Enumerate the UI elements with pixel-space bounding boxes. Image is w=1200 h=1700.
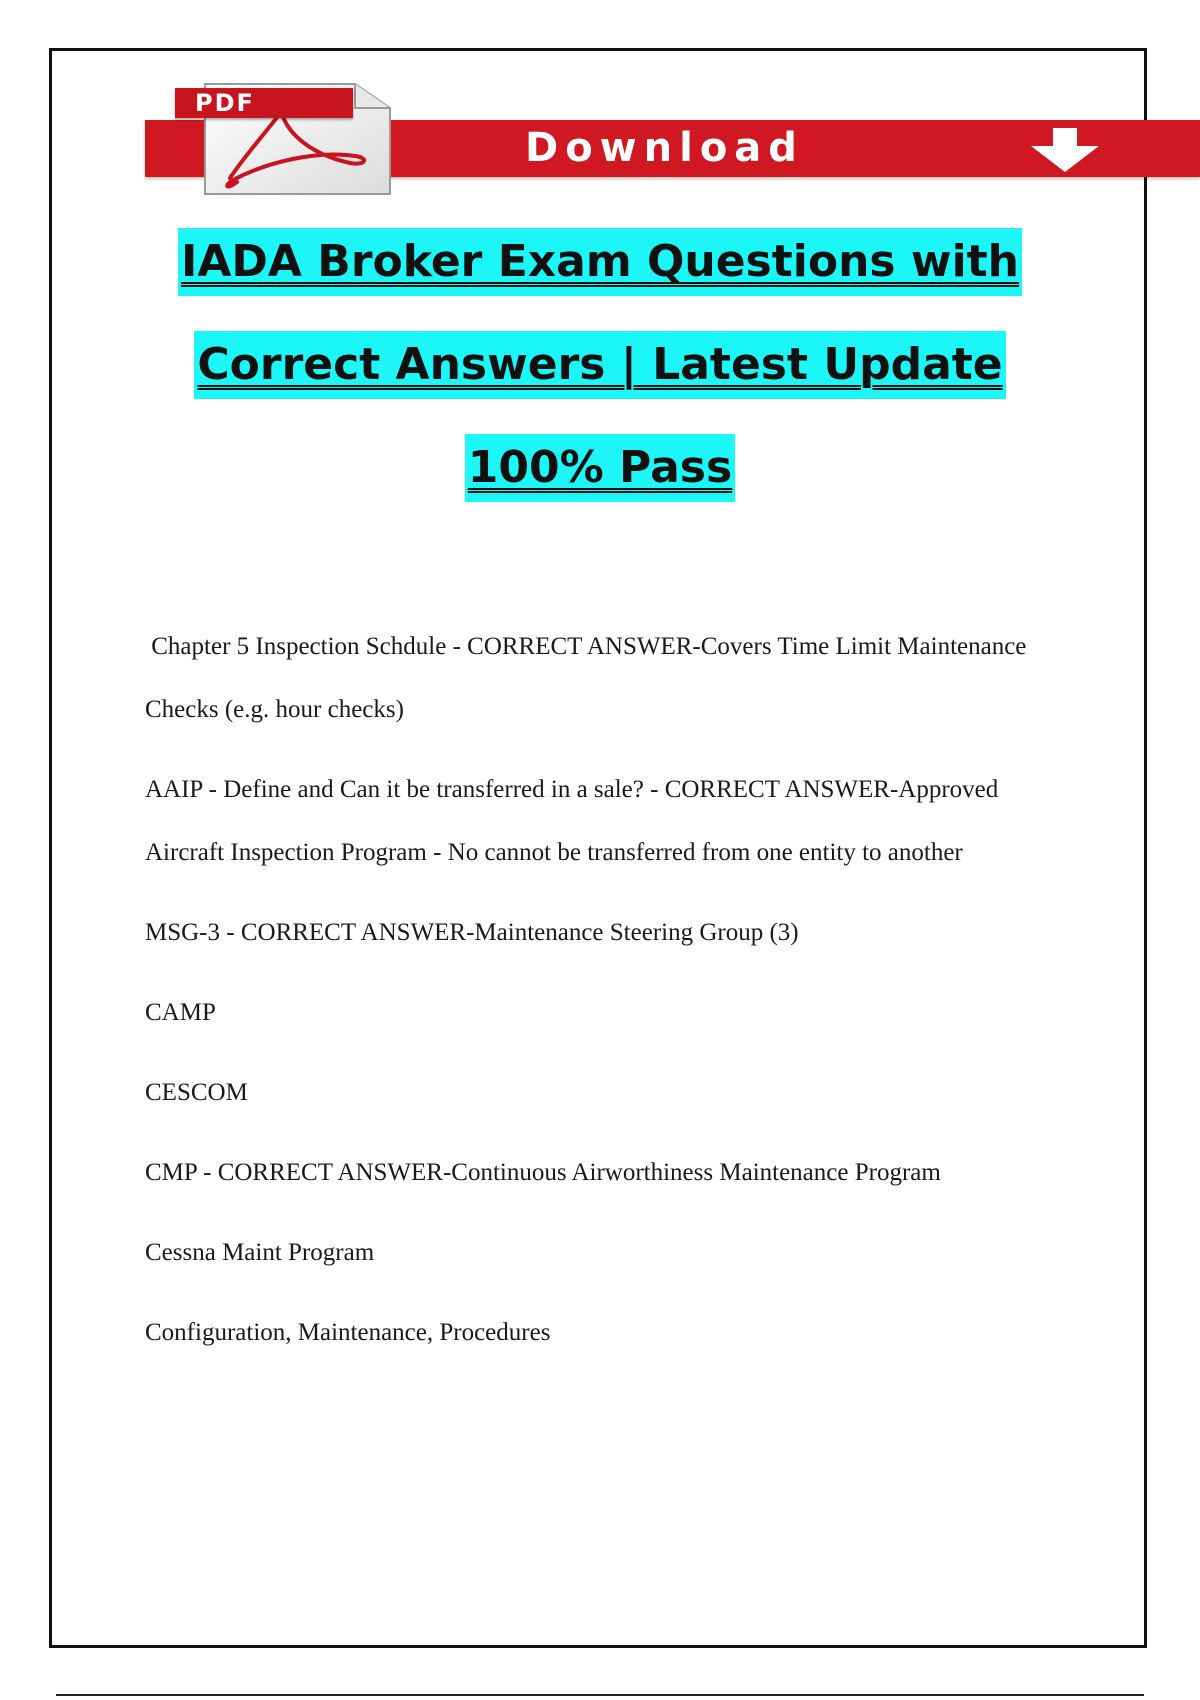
qa-list (145, 615, 1075, 1381)
qa-item: AAIP - Define and Can it be transferred in a sale? - CORRECT ANSWER-Approved Aircraft Inspection Program - No cannot be transferred from one entity to another (145, 776, 999, 866)
qa-item: Chapter 5 Inspection Schdule - CORRECT ANSWER-Covers Time Limit Maintenance Checks (e.g. hour checks) (145, 633, 1033, 723)
qa-item: CESCOM (145, 1079, 248, 1106)
qa-item: MSG-3 - CORRECT ANSWER-Maintenance Steering Group (3) (145, 919, 799, 946)
qa-item: CAMP (145, 999, 216, 1026)
title-line (0, 434, 1200, 537)
qa-item: CMP - CORRECT ANSWER-Continuous Airworthiness Maintenance Program (145, 1159, 941, 1186)
document-title (0, 228, 1200, 537)
title-line (0, 331, 1200, 434)
pdf-download-banner[interactable] (145, 74, 1200, 198)
bottom-rule (56, 1694, 1144, 1696)
title-text: 100% Pass (465, 434, 735, 502)
title-text: Correct Answers | Latest Update (194, 331, 1005, 399)
pdf-file-icon (175, 78, 405, 196)
pdf-tab-label: PDF (195, 89, 255, 117)
qa-item: Configuration, Maintenance, Procedures (145, 1319, 551, 1346)
download-label: Download (525, 125, 804, 171)
title-line (0, 228, 1200, 331)
title-text: IADA Broker Exam Questions with (178, 228, 1022, 296)
qa-item: Cessna Maint Program (145, 1239, 375, 1266)
pdf-tab (175, 88, 353, 118)
down-arrow-icon (1025, 126, 1105, 174)
